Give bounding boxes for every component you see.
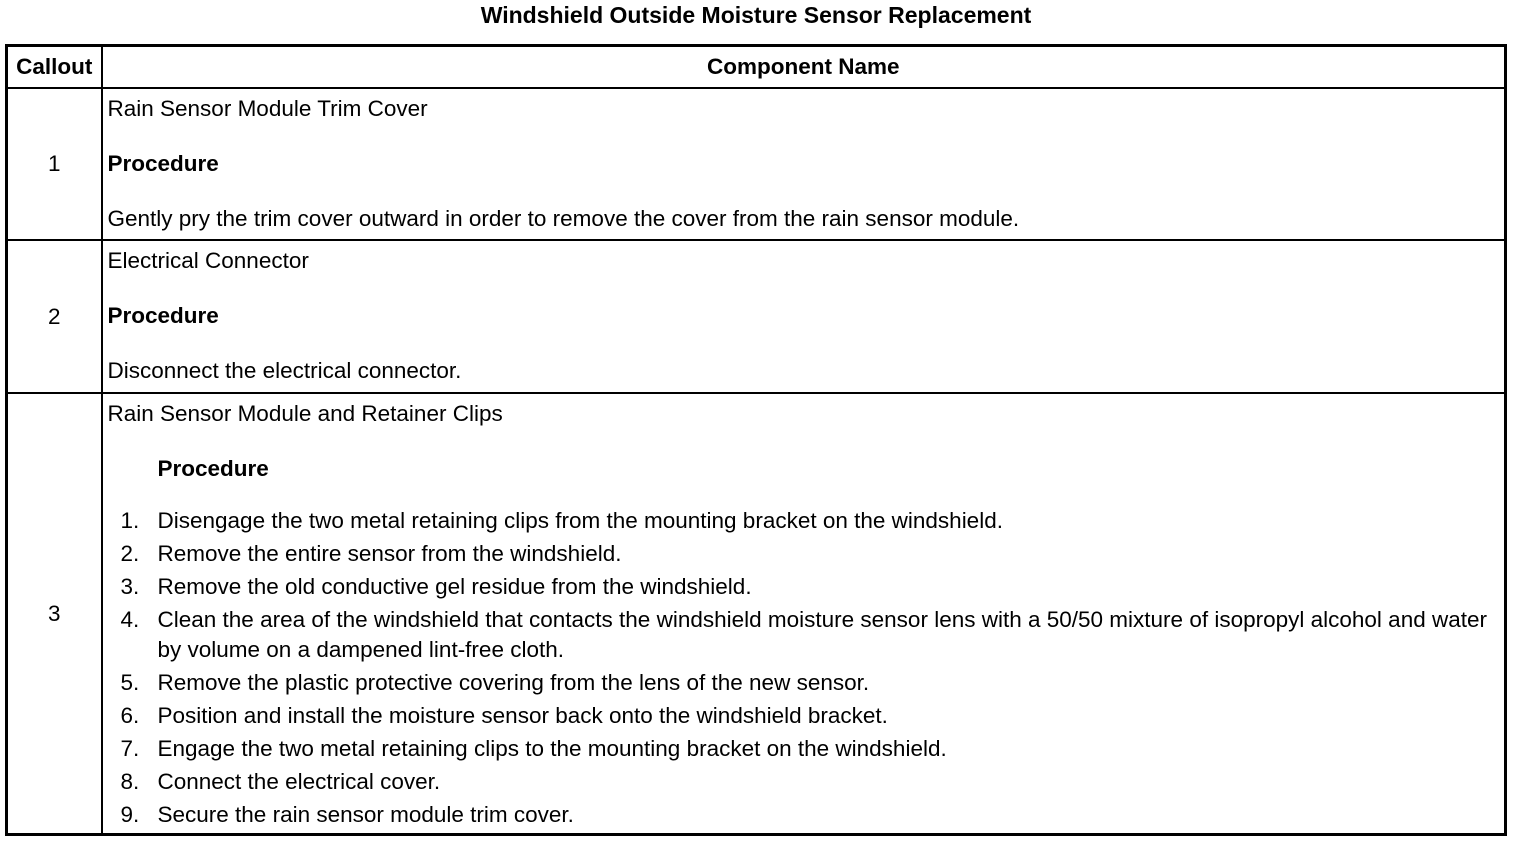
procedure-heading: Procedure [107, 303, 219, 328]
component-name: Rain Sensor Module and Retainer Clips [107, 401, 503, 426]
step-text: Clean the area of the windshield that contacts the windshield moisture sensor lens with a 50/50 mixture of isopropyl alcohol and water by volume on a dampened lint-free cloth. [157, 607, 1487, 662]
step-text: Remove the old conductive gel residue from the windshield. [157, 574, 752, 599]
step-number: 7. [120, 736, 140, 761]
procedure-step [108, 506, 1505, 536]
table-row [7, 88, 1506, 240]
header-callout: Callout [7, 46, 102, 89]
procedure-text: Gently pry the trim cover outward in order to remove the cover from the rain sensor module. [107, 206, 1020, 231]
step-text: Engage the two metal retaining clips to the mounting bracket on the windshield. [157, 736, 947, 761]
step-number: 8. [120, 769, 140, 794]
table-row [7, 240, 1506, 393]
step-number: 5. [120, 670, 140, 695]
component-cell [102, 240, 1506, 393]
header-component-name: Component Name [102, 46, 1506, 89]
procedure-heading: Procedure [107, 151, 219, 176]
procedure-step [108, 539, 1505, 569]
step-text: Remove the entire sensor from the windshield. [157, 541, 622, 566]
step-text: Disengage the two metal retaining clips from the mounting bracket on the windshield. [157, 508, 1003, 533]
component-cell [102, 393, 1506, 835]
step-text: Position and install the moisture sensor back onto the windshield bracket. [157, 703, 888, 728]
step-number: 6. [120, 703, 140, 728]
component-name: Electrical Connector [107, 248, 309, 273]
callout-cell: 3 [7, 393, 102, 835]
procedure-text: Disconnect the electrical connector. [107, 358, 462, 383]
procedure-steps-list [108, 506, 1505, 830]
step-number: 2. [120, 541, 140, 566]
step-number: 3. [120, 574, 140, 599]
component-name: Rain Sensor Module Trim Cover [107, 96, 428, 121]
procedure-step [108, 734, 1505, 764]
document-title: Windshield Outside Moisture Sensor Replacement [480, 2, 1032, 28]
step-text: Secure the rain sensor module trim cover. [157, 802, 574, 827]
procedure-step [108, 701, 1505, 731]
step-number: 4. [120, 607, 140, 632]
procedure-step [108, 572, 1505, 602]
step-text: Remove the plastic protective covering from the lens of the new sensor. [157, 670, 870, 695]
step-number: 9. [120, 802, 140, 827]
procedure-step [108, 767, 1505, 797]
step-text: Connect the electrical cover. [157, 769, 441, 794]
procedure-step [108, 800, 1505, 830]
table-header-row [7, 46, 1506, 89]
component-table [5, 44, 1507, 836]
procedure-step [108, 668, 1505, 698]
callout-cell: 1 [7, 88, 102, 240]
procedure-step [108, 605, 1505, 665]
table-row [7, 393, 1506, 835]
callout-cell: 2 [7, 240, 102, 393]
step-number: 1. [120, 508, 140, 533]
component-cell [102, 88, 1506, 240]
procedure-heading: Procedure [157, 456, 269, 481]
